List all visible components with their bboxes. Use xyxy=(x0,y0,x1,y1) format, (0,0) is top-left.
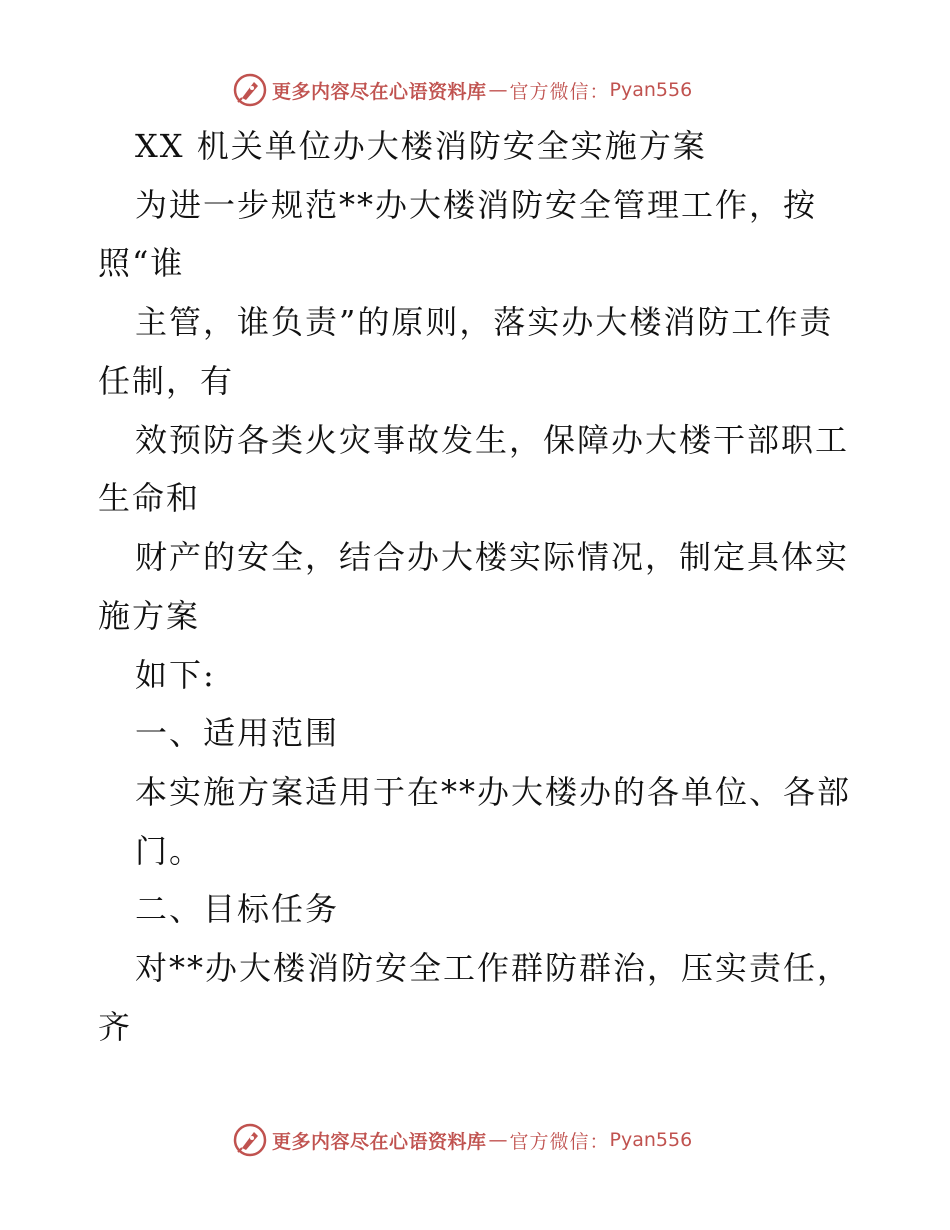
paragraph-line: 如下: xyxy=(135,656,216,694)
paragraph-line: 效预防各类火灾事故发生，保障办大楼干部职工 xyxy=(135,421,850,459)
paragraph-line: 施方案 xyxy=(98,597,201,635)
watermark-separator: — xyxy=(488,79,508,101)
paragraph-line: 为进一步规范**办大楼消防安全管理工作，按 xyxy=(135,186,818,224)
watermark-handle: Pyan556 xyxy=(609,79,693,101)
paragraph-line: 照“谁 xyxy=(98,244,185,282)
paragraph-line: 对**办大楼消防安全工作群防群治，压实责任， xyxy=(135,949,852,987)
paragraph-line: 门。 xyxy=(135,832,204,870)
section-heading: 二、目标任务 xyxy=(135,890,340,928)
paragraph-line: 财产的安全，结合办大楼实际情况，制定具体实 xyxy=(135,538,850,576)
pen-nib-circle-icon xyxy=(232,72,268,108)
paragraph-line: 齐 xyxy=(98,1008,133,1046)
paragraph-line: 任制，有 xyxy=(98,362,235,400)
pen-nib-circle-icon xyxy=(232,1122,268,1158)
paragraph-line: 本实施方案适用于在**办大楼办的各单位、各部 xyxy=(135,773,852,811)
watermark-brand: 更多内容尽在心语资料库 xyxy=(272,80,487,103)
watermark-brand: 更多内容尽在心语资料库 xyxy=(272,1130,487,1153)
document-title: XX 机关单位办大楼消防安全实施方案 xyxy=(135,127,707,165)
watermark-official-label: 官方微信： xyxy=(509,80,610,103)
section-heading: 一、适用范围 xyxy=(135,714,340,752)
paragraph-line: 生命和 xyxy=(98,479,201,517)
watermark-official-label: 官方微信： xyxy=(509,1130,610,1153)
footer-watermark xyxy=(232,1120,692,1160)
watermark-handle: Pyan556 xyxy=(609,1129,693,1151)
watermark-separator: — xyxy=(488,1129,508,1151)
header-watermark xyxy=(232,70,692,110)
paragraph-line: 主管，谁负责”的原则，落实办大楼消防工作责 xyxy=(135,303,834,341)
